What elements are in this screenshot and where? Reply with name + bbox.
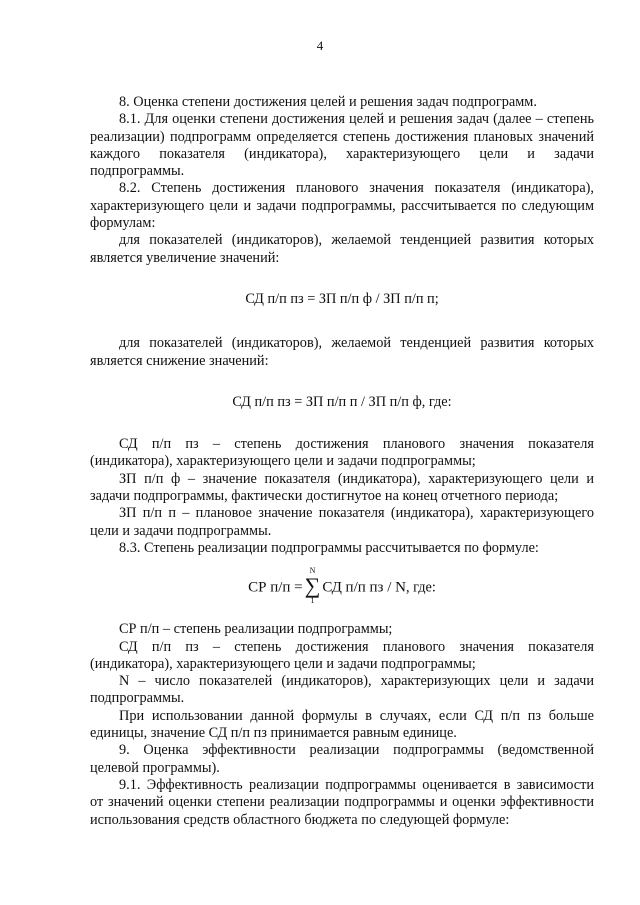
paragraph-9-1: 9.1. Эффективность реализации подпрограммы оценивается в зависимости от значений оценки степени реализации подпрограммы и оценки эффективности использования средств областного бюджета по следующей формуле: xyxy=(90,776,594,828)
paragraph-note: При использовании данной формулы в случаях, если СД п/п пз больше единицы, значение СД п/п пз принимается равным единице. xyxy=(90,707,594,742)
paragraph-8-2: 8.2. Степень достижения планового значения показателя (индикатора), характеризующего цели и задачи подпрограммы, рассчитывается по следующим формулам: xyxy=(90,180,594,232)
document-body xyxy=(90,94,594,829)
sigma-icon: ∑ xyxy=(304,573,321,599)
paragraph-8-1: 8.1. Для оценки степени достижения целей и решения задач (далее – степень реализации) подпрограмм определяется степень достижения плановых значений каждого показателя (индикатора), характеризующего цели и задачи подпрограммы. xyxy=(90,111,594,180)
section-8-heading: 8. Оценка степени достижения целей и решения задач подпрограмм. xyxy=(119,94,537,110)
paragraph-decrease-intro: для показателей (индикаторов), желаемой тенденцией развития которых является снижение значений: xyxy=(90,335,594,369)
formula-sum xyxy=(90,557,594,621)
formula-sum-right: СД п/п пз / N xyxy=(322,579,406,596)
summation-lower-limit: 1 xyxy=(310,596,315,606)
definition-sr: СР п/п – степень реализации подпрограммы; xyxy=(119,621,393,638)
section-9-heading: 9. Оценка эффективности реализации подпрограммы (ведомственной целевой программы). xyxy=(90,742,594,776)
paragraph-8-3: 8.3. Степень реализации подпрограммы рассчитывается по формуле: xyxy=(119,539,539,556)
definition-n: N – число показателей (индикаторов), характеризующих цели и задачи подпрограммы. xyxy=(90,673,594,707)
paragraph-increase-intro: для показателей (индикаторов), желаемой тенденцией развития которых является увеличение значений: xyxy=(90,232,594,266)
formula-sum-suffix: , где: xyxy=(405,579,436,596)
summation-sign xyxy=(305,567,321,605)
definition-zp-plan: ЗП п/п п – плановое значение показателя (индикатора), характеризующего цели и задачи подпрограммы. xyxy=(90,505,594,539)
formula-increase: СД п/п пз = ЗП п/п ф / ЗП п/п п; xyxy=(245,290,439,307)
formula-sum-left: СР п/п = xyxy=(248,579,303,596)
definition-sd: СД п/п пз – степень достижения планового значения показателя (индикатора), характеризующего цели и задачи подпрограммы; xyxy=(90,436,594,470)
formula-decrease: СД п/п пз = ЗП п/п п / ЗП п/п ф, где: xyxy=(232,393,452,410)
summation-upper-limit: N xyxy=(309,566,316,576)
definition-zp-fact: ЗП п/п ф – значение показателя (индикатора), характеризующего цели и задачи подпрограммы, фактически достигнутое на конец отчетного периода; xyxy=(90,470,594,505)
definition-sd-2: СД п/п пз – степень достижения планового значения показателя (индикатора), характеризующего цели и задачи подпрограммы; xyxy=(90,638,594,672)
page-number: 4 xyxy=(316,38,324,53)
